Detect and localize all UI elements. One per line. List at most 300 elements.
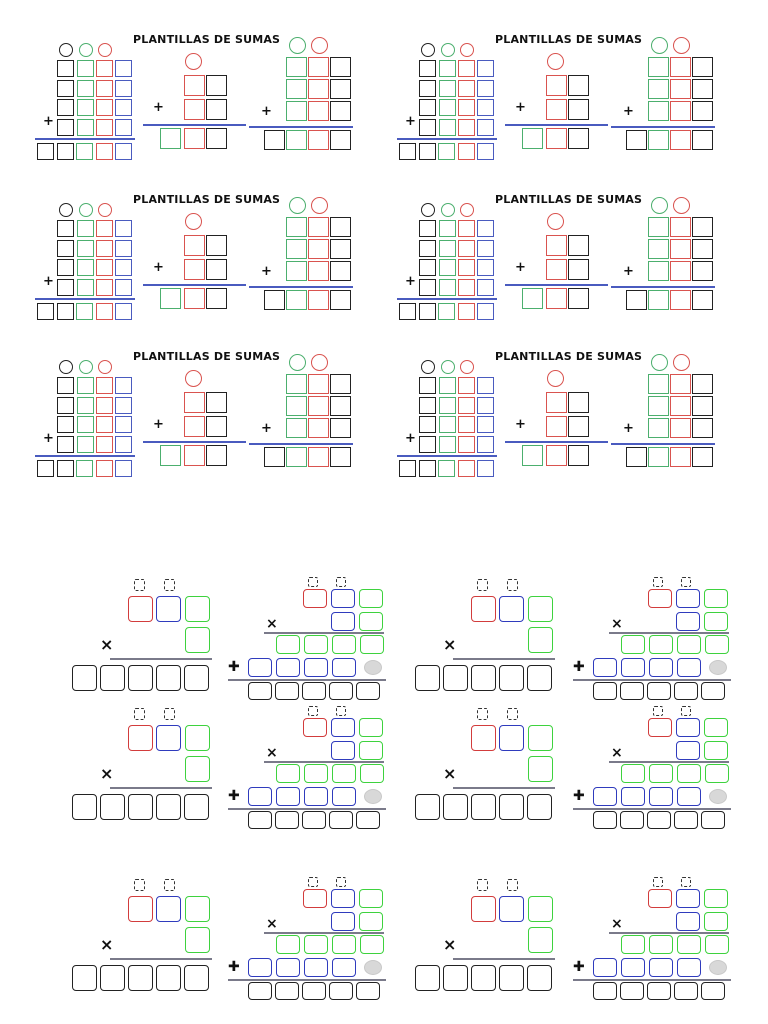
sum-line [143,441,246,443]
digit-box [302,982,326,1000]
digit-box [276,787,300,806]
digit-box [677,658,701,677]
carry-circle [421,203,435,217]
digit-box [477,416,494,433]
digit-box [677,787,701,806]
digit-box [303,718,327,737]
plus-sign: + [261,421,272,436]
digit-box [438,143,455,160]
digit-box [647,682,671,700]
sum-line [505,124,608,126]
digit-box [593,658,617,677]
sum-line [505,441,608,443]
digit-box [360,764,384,783]
digit-box [332,658,356,677]
digit-box [647,811,671,829]
digit-box [96,436,113,453]
sum-line [453,958,555,960]
digit-box [419,220,436,237]
digit-box [439,119,456,136]
digit-box [330,57,351,77]
digit-box [568,416,589,437]
digit-box [286,217,307,237]
plus-sign: + [261,264,272,279]
digit-box [96,99,113,116]
digit-box [477,377,494,394]
sum-line [264,632,384,634]
carry-circle [311,197,328,214]
digit-box [568,128,589,149]
digit-box [330,396,351,416]
digit-box [477,143,494,160]
digit-box [286,418,307,438]
carry-circle [651,354,668,371]
digit-box [477,80,494,97]
digit-box [458,119,475,136]
digit-box [701,982,725,1000]
digit-box [677,958,701,977]
digit-box [332,635,356,654]
digit-box [439,220,456,237]
digit-box [359,612,383,631]
digit-box [439,259,456,276]
carry-box [134,708,145,720]
plus-sign: + [515,100,526,115]
digit-box [329,682,353,700]
digit-box [471,725,496,751]
digit-box [57,80,74,97]
carry-box [477,708,488,720]
digit-box [458,436,475,453]
digit-box [670,396,691,416]
digit-box [332,958,356,977]
digit-box [458,143,475,160]
digit-box [185,725,210,751]
digit-box [621,935,645,954]
digit-box [546,128,567,149]
digit-box [206,235,227,256]
digit-box [670,130,691,150]
digit-box [76,303,93,320]
digit-box [674,982,698,1000]
digit-box [332,764,356,783]
digit-box [276,958,300,977]
sum-line [573,679,731,681]
carry-circle [311,37,328,54]
digit-box [419,259,436,276]
digit-box [568,445,589,466]
digit-box [96,303,113,320]
digit-box [670,239,691,259]
digit-box [527,665,552,691]
digit-box [649,635,673,654]
digit-box [96,143,113,160]
digit-box [184,416,205,437]
digit-box [332,935,356,954]
carry-circle [460,43,474,57]
times-sign: × [611,745,623,761]
digit-box [499,896,524,922]
digit-box [439,99,456,116]
digit-box [670,290,691,310]
digit-box [648,239,669,259]
plus-sign: + [153,100,164,115]
digit-box [330,418,351,438]
digit-box [677,935,701,954]
digit-box [439,397,456,414]
carry-circle [547,213,564,230]
digit-box [439,60,456,77]
digit-box [546,235,567,256]
digit-box [128,794,153,820]
digit-box [458,377,475,394]
carry-circle [185,370,202,387]
digit-box [100,965,125,991]
digit-box [330,374,351,394]
digit-box [308,418,329,438]
digit-box [568,99,589,120]
digit-box [72,794,97,820]
sum-line [35,298,135,300]
digit-box [648,374,669,394]
digit-box [308,239,329,259]
digit-box [308,447,329,467]
digit-box [275,982,299,1000]
digit-box [419,60,436,77]
digit-box [330,217,351,237]
digit-box [477,99,494,116]
digit-box [568,259,589,280]
digit-box [248,811,272,829]
digit-box [308,79,329,99]
digit-box [308,130,329,150]
digit-box [248,787,272,806]
digit-box [72,965,97,991]
digit-box [415,794,440,820]
plus-sign: + [405,431,416,446]
times-sign: × [266,616,278,632]
digit-box [458,303,475,320]
digit-box [77,436,94,453]
carry-circle [441,43,455,57]
digit-box [471,596,496,622]
digit-box [37,303,54,320]
digit-box [206,259,227,280]
digit-box [115,279,132,296]
digit-box [471,794,496,820]
digit-box [620,811,644,829]
digit-box [248,982,272,1000]
digit-box [128,665,153,691]
worksheet-title: PLANTILLAS DE SUMAS [495,33,643,46]
digit-box [57,460,74,477]
digit-box [471,665,496,691]
carry-circle [185,53,202,70]
digit-box [528,927,553,953]
digit-box [522,445,543,466]
digit-box [96,397,113,414]
digit-box [96,259,113,276]
plus-sign: ✚ [228,959,240,975]
sum-line [611,286,715,288]
digit-box [160,288,181,309]
digit-box [37,460,54,477]
carry-box [134,579,145,591]
digit-box [499,596,524,622]
digit-box [620,682,644,700]
digit-box [286,447,307,467]
carry-box [507,579,518,591]
digit-box [57,60,74,77]
digit-box [670,374,691,394]
digit-box [626,447,647,467]
digit-box [72,665,97,691]
digit-box [185,896,210,922]
digit-box [477,259,494,276]
times-sign: × [266,916,278,932]
digit-box [331,612,355,631]
digit-box [286,374,307,394]
digit-box [477,119,494,136]
digit-box [438,460,455,477]
digit-box [286,79,307,99]
digit-box [57,259,74,276]
digit-box [458,240,475,257]
digit-box [286,130,307,150]
carry-circle [311,354,328,371]
digit-box [264,130,285,150]
digit-box [331,741,355,760]
carry-box [308,577,318,587]
digit-box [248,958,272,977]
digit-box [471,896,496,922]
digit-box [115,259,132,276]
digit-box [308,101,329,121]
digit-box [620,982,644,1000]
digit-box [308,374,329,394]
plus-sign: + [43,114,54,129]
sum-line [573,979,731,981]
digit-box [248,682,272,700]
carry-circle [98,203,112,217]
sum-line [611,443,715,445]
digit-box [100,794,125,820]
digit-box [546,288,567,309]
carry-circle [673,354,690,371]
digit-box [96,119,113,136]
digit-box [704,718,728,737]
digit-box [356,982,380,1000]
digit-box [308,261,329,281]
carry-circle [421,360,435,374]
digit-box [308,396,329,416]
carry-box [653,577,663,587]
digit-box [304,787,328,806]
digit-box [184,259,205,280]
sum-line [397,138,497,140]
digit-box [77,259,94,276]
carry-box [336,877,346,887]
carry-circle [651,197,668,214]
digit-box [670,217,691,237]
digit-box [649,787,673,806]
digit-box [77,377,94,394]
digit-box [57,397,74,414]
digit-box [527,965,552,991]
digit-box [648,447,669,467]
plus-sign: + [43,274,54,289]
digit-box [57,279,74,296]
digit-box [115,377,132,394]
digit-box [308,57,329,77]
digit-box [458,279,475,296]
digit-box [568,288,589,309]
digit-box [546,259,567,280]
digit-box [593,811,617,829]
digit-box [115,143,132,160]
sum-line [264,761,384,763]
digit-box [692,261,713,281]
digit-box [330,290,351,310]
digit-box [439,240,456,257]
carry-circle [289,354,306,371]
carry-circle [421,43,435,57]
digit-box [626,130,647,150]
carry-box [164,879,175,891]
digit-box [115,60,132,77]
digit-box [115,240,132,257]
carry-circle [59,360,73,374]
carry-circle [547,53,564,70]
carry-circle [441,203,455,217]
digit-box [57,143,74,160]
times-sign: × [611,916,623,932]
digit-box [648,418,669,438]
sum-line [397,455,497,457]
digit-box [248,658,272,677]
worksheet-title: PLANTILLAS DE SUMAS [133,350,281,363]
digit-box [419,143,436,160]
carry-circle [59,203,73,217]
digit-box [184,288,205,309]
digit-box [156,794,181,820]
digit-box [649,935,673,954]
digit-box [499,665,524,691]
digit-box [458,460,475,477]
times-sign: × [100,764,114,783]
digit-box [115,416,132,433]
digit-box [676,589,700,608]
digit-box [399,303,416,320]
carry-box [308,877,318,887]
digit-box [286,261,307,281]
digit-box [128,596,153,622]
digit-box [77,80,94,97]
plus-sign: + [153,260,164,275]
digit-box [458,99,475,116]
digit-box [96,220,113,237]
digit-box [705,635,729,654]
digit-box [458,416,475,433]
digit-box [443,794,468,820]
times-sign: × [100,635,114,654]
plus-sign: ✚ [573,659,585,675]
digit-box [77,60,94,77]
digit-box [359,589,383,608]
digit-box [499,965,524,991]
digit-box [304,958,328,977]
digit-box [77,416,94,433]
digit-box [701,811,725,829]
sum-line [249,126,353,128]
digit-box [160,445,181,466]
digit-box [443,665,468,691]
digit-box [184,99,205,120]
digit-box [57,220,74,237]
digit-box [648,57,669,77]
digit-box [356,682,380,700]
carry-box [507,879,518,891]
plus-sign: ✚ [573,959,585,975]
digit-box [477,220,494,237]
digit-box [330,239,351,259]
sum-line [505,284,608,286]
digit-box [77,279,94,296]
digit-box [419,416,436,433]
plus-sign: ✚ [573,788,585,804]
digit-box [276,635,300,654]
digit-box [96,460,113,477]
digit-box [676,912,700,931]
digit-box [528,756,553,782]
carry-box [164,579,175,591]
digit-box [304,935,328,954]
times-sign: × [611,616,623,632]
digit-box [499,794,524,820]
digit-box [648,589,672,608]
digit-box [206,416,227,437]
times-sign: × [443,635,457,654]
digit-box [522,128,543,149]
digit-box [677,635,701,654]
digit-box [458,220,475,237]
digit-box [676,718,700,737]
plus-sign: + [515,260,526,275]
digit-box [419,303,436,320]
plus-sign: + [43,431,54,446]
placeholder-circle [364,660,382,675]
digit-box [648,101,669,121]
digit-box [330,447,351,467]
digit-box [593,682,617,700]
sum-line [35,138,135,140]
carry-circle [98,43,112,57]
digit-box [568,75,589,96]
digit-box [649,658,673,677]
digit-box [184,392,205,413]
digit-box [568,392,589,413]
digit-box [330,79,351,99]
digit-box [286,239,307,259]
carry-box [681,877,691,887]
digit-box [621,658,645,677]
digit-box [57,303,74,320]
digit-box [399,143,416,160]
digit-box [458,397,475,414]
digit-box [477,240,494,257]
digit-box [331,912,355,931]
digit-box [184,128,205,149]
